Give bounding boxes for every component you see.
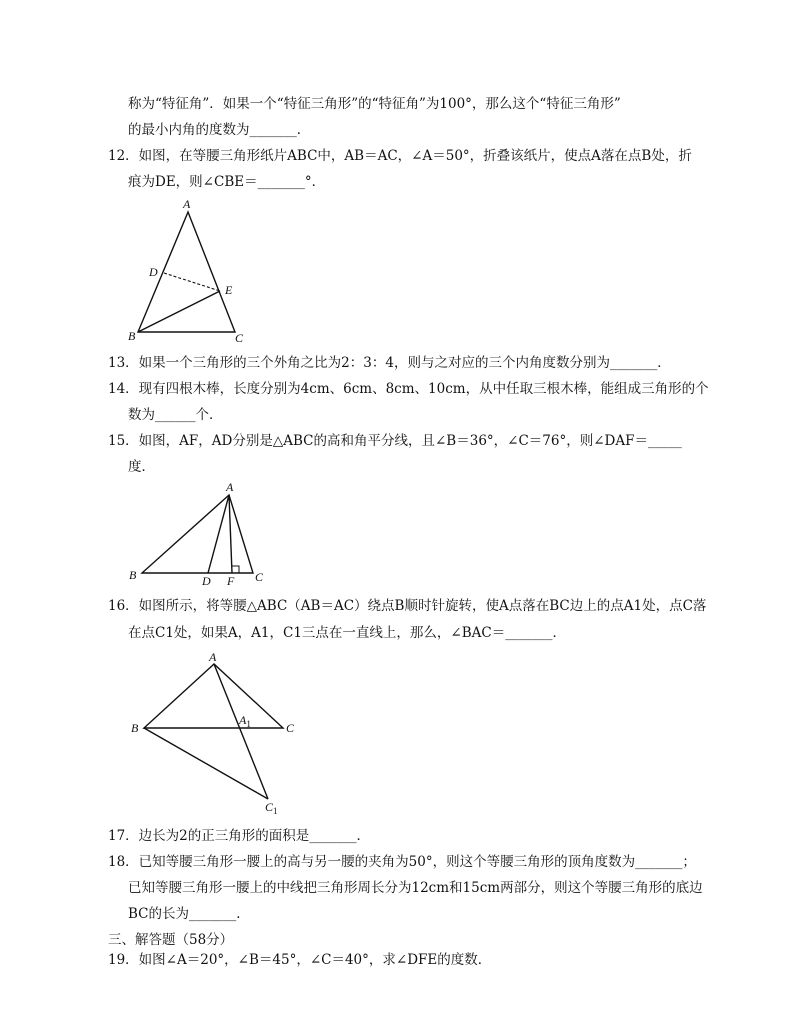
triangle-abc-q15: [142, 495, 253, 573]
question19-text: 19．如图∠A＝20°，∠B＝45°，∠C＝40°，求∠DFE的度数．: [108, 952, 492, 968]
label-c: C: [255, 570, 264, 584]
question16-text-line1: 16．如图所示，将等腰△ABC（AB＝AC）绕点B顺时针旋转，使A点落在BC边上的点A1处，点C落: [108, 598, 707, 614]
segment-a-c1: [214, 664, 268, 799]
question13-text: 13．如果一个三角形的三个外角之比为2：3：4，则与之对应的三个内角度数分别为_______．: [108, 355, 671, 371]
label-f: F: [227, 574, 235, 588]
section3-heading: 三、解答题（58分）: [108, 932, 234, 948]
question15-text-line1: 15．如图，AF，AD分别是△ABC的高和角平分线，且∠B＝36°，∠C＝76°，则∠DAF＝_____: [108, 433, 682, 449]
label-a: A: [226, 480, 234, 494]
question17-text: 17．边长为2的正三角形的面积是_______．: [108, 828, 371, 844]
segment-be: [138, 291, 220, 332]
problem11-text-line2: 的最小内角的度数为_______．: [128, 122, 311, 138]
altitude-af: [229, 495, 232, 573]
segment-b-c1: [144, 728, 268, 799]
question15-text-line2: 度．: [128, 459, 155, 475]
label-c: C: [235, 331, 244, 345]
question16-text-line2: 在点C1处，如果A，A1，C1三点在一直线上，那么，∠BAC＝_______．: [128, 625, 566, 641]
label-d: D: [149, 265, 158, 279]
label-e: E: [225, 283, 233, 297]
question18-text-line1: 18．已知等腰三角形一腰上的高与另一腰的夹角为50°，则这个等腰三角形的顶角度数为_______；: [108, 854, 696, 870]
label-b: B: [129, 568, 137, 582]
question18-text-line3: BC的长为_______．: [128, 906, 250, 922]
label-a: A: [209, 650, 217, 664]
label-c1: $C_1$: [265, 800, 278, 816]
angle-bisector-ad: [208, 495, 229, 573]
question12-text-line1: 12．如图，在等腰三角形纸片ABC中，AB＝AC，∠A＝50°，折叠该纸片，使点A落在点B处，折: [108, 148, 692, 164]
label-a1: $A_1$: [239, 713, 251, 729]
figure-q16-rotation: [122, 648, 312, 818]
problem11-text-line1: 称为“特征角”．如果一个“特征三角形”的“特征角”为100°，那么这个“特征三角形”: [128, 96, 621, 112]
question12-text-line2: 痕为DE，则∠CBE＝_______°．: [128, 174, 326, 190]
label-d: D: [202, 574, 211, 588]
figure-q12-triangle: [122, 195, 257, 347]
triangle-abc-q16: [144, 664, 283, 728]
right-angle-marker: [232, 566, 239, 573]
fold-line-de: [164, 273, 220, 291]
label-c: C: [286, 721, 295, 735]
question14-text-line1: 14．现有四根木棒，长度分别为4cm、6cm、8cm、10cm，从中任取三根木棒，能组成三角形的个: [108, 381, 709, 397]
figure-q15-triangle: [122, 480, 272, 588]
question14-text-line2: 数为______个．: [128, 407, 223, 423]
label-b: B: [131, 721, 139, 735]
label-a: A: [183, 197, 191, 211]
question18-text-line2: 已知等腰三角形一腰上的中线把三角形周长分为12cm和15cm两部分，则这个等腰三角形的底边: [128, 880, 703, 896]
label-b: B: [128, 329, 136, 343]
